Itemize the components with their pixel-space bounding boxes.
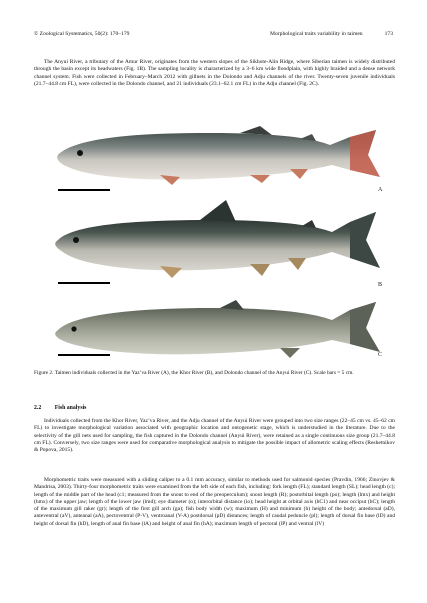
section-heading: [34, 405, 86, 411]
figure-panel-c: [50, 296, 383, 366]
panel-label-a: A: [378, 187, 383, 193]
paragraph-2: Individuals collected from the Khor River, Yaz’va River, and the Adju channel of the Anyui River were grouped into two size ranges (22–45 cm vs. 45–62 cm FL) to investigate morphological variation associated with geographic location and ontogenetic stage, which is understudied in the literature. Due to the selectivity of the gill nets used for sampling, the fish captured in the Dolondo channel (Anyui River), were retained as a single continuous size group (21.7–44.8 cm FL). Conversely, two size ranges were used for comparative morphological analysis to mitigate the possible impact of allometric scaling effects (Reshetnikov & Popova, 2015).: [34, 418, 395, 454]
fish-photo-a: [50, 125, 383, 205]
fish-photo-b: [50, 198, 383, 290]
journal-citation: © Zoological Systematics, 50(2): 170–179: [34, 31, 130, 37]
figure-caption: Figure 2. Taimen individuals collected in the Yaz’va River (A), the Khor River (B), and Dolondo channel of the Anyui River (C). Scale bars = 5 cm.: [34, 370, 354, 376]
scale-bar-a: [58, 189, 110, 191]
scale-bar-c: [58, 354, 110, 356]
panel-label-c: C: [378, 352, 383, 358]
section-title: Fish analysis: [54, 405, 87, 411]
scale-bar-b: [58, 282, 110, 284]
running-title: Morphological traits variability in taimen: [270, 31, 363, 37]
page-header: [34, 31, 393, 37]
figure-panel-b: [50, 198, 383, 290]
page-number: 173: [384, 31, 393, 37]
paragraph-3: Morphometric traits were measured with a sliding caliper to a 0.1 mm accuracy, similar to methods used for salmonid species (Pravdin, 1966; Zinovjev & Mandrisa, 2003). Thirty-four morphometric traits were examined from the left side of each fish, including: fork length (FL); standard length (SL); head length (c); length of the middle part of the head (c1; measured from the snout to end of the preoperculum); snout length (R); postorbital length (po); length (lmx) and height (hmx) of the upper jaw; length of the lower jaw (lmd); eye diameter (o); interorbital distance (io); head height at orbital axis (hC1) and near occiput (hC); length of the maximum gill raker (gr); length of the first gill arch (ga); fish body width (w); maximum (H) and minimum (h) height of the body; antedorsal (aD), anteventral (aV), anteanal (aA), pectoventral (P-V), ventroanal (V-A) postdorsal (pD) distances; length of caudal peduncle (pl); length of dorsal fin base (lD) and height of dorsal fin (hD), length of anal fin base (lA) and height of anal fin (hA); maximum length of pectoral (lP) and ventral (lV): [34, 477, 395, 527]
section-number: 2.2: [34, 405, 42, 411]
figure-panel-a: [50, 125, 383, 205]
intro-paragraph: The Anyui River, a tributary of the Amur River, originates from the western slopes of the Sikhote-Alin Ridge, where Siberian taimen is widely distributed through the basin except its headwaters (Fig. 1B). The sampling locality is characterized by a 3–6 km wide floodplain, with highly braided and a dense network channel system. Fish were collected in February–March 2012 with gillnets in the Dolondo and Adju channels of the river. Twenty-seven juvenile individuals (21.7–44.8 cm FL), were collected in the Dolondo channel, and 21 individuals (23.1–62.1 cm FL) in the Adju channel (Fig. 2C).: [34, 59, 395, 87]
panel-label-b: B: [378, 282, 383, 288]
